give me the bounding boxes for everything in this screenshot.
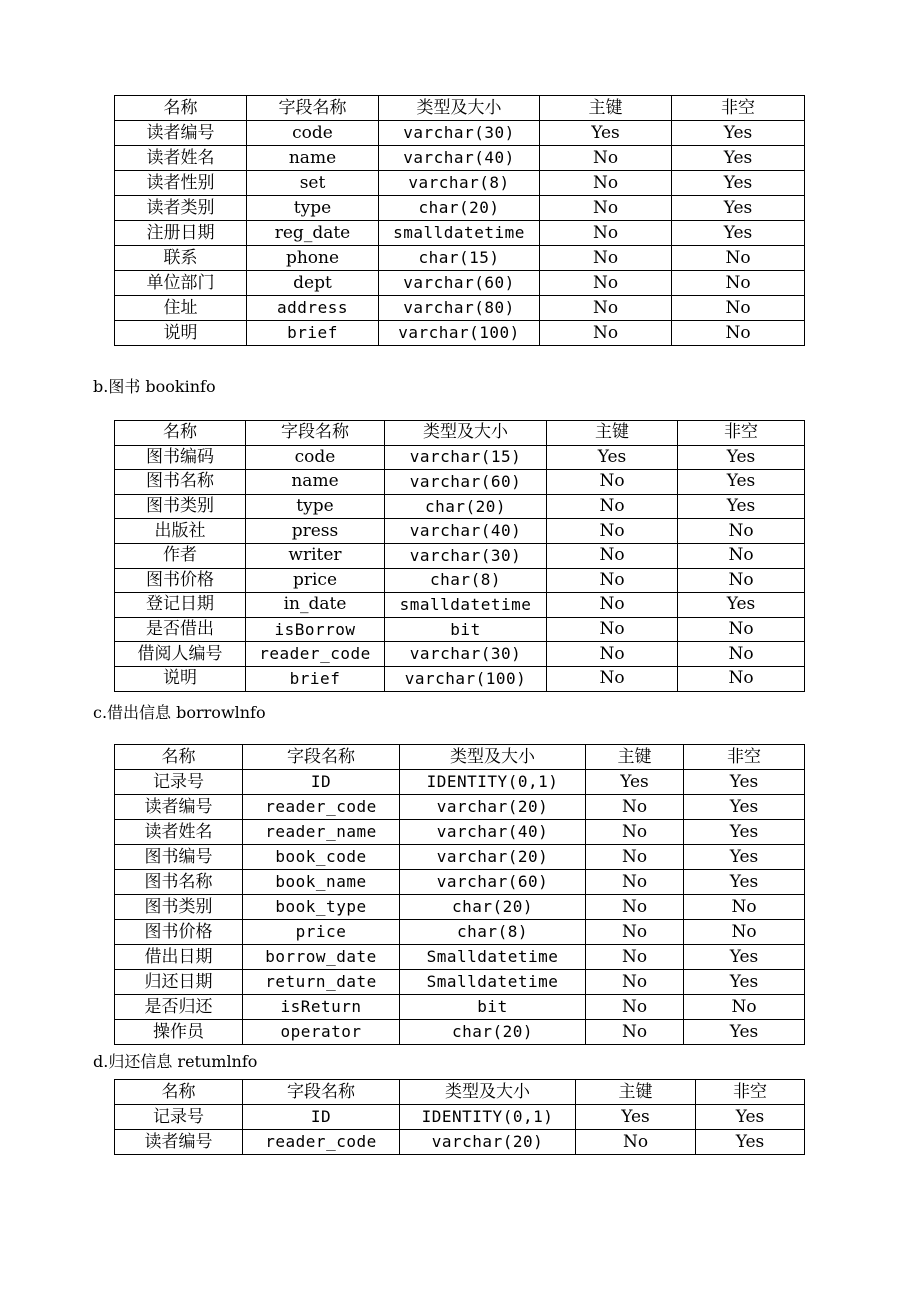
not-null-cell: No [678, 617, 805, 642]
book-info-table [114, 420, 805, 692]
type-cell: varchar(40) [385, 519, 547, 544]
type-cell: varchar(30) [379, 121, 540, 146]
type-cell: varchar(20) [400, 795, 586, 820]
name-cell: 读者编号 [115, 795, 243, 820]
type-cell: char(15) [379, 246, 540, 271]
not-null-cell: No [684, 920, 805, 945]
not-null-cell: No [678, 642, 805, 667]
table-row [115, 171, 805, 196]
primary-key-cell: No [586, 920, 684, 945]
not-null-cell: Yes [672, 196, 805, 221]
type-cell: IDENTITY(0,1) [400, 770, 586, 795]
primary-key-cell: No [547, 470, 678, 495]
name-cell: 读者性别 [115, 171, 247, 196]
field-cell: phone [247, 246, 379, 271]
table-row [115, 945, 805, 970]
type-cell: bit [385, 617, 547, 642]
table-row [115, 845, 805, 870]
table-row [115, 666, 805, 691]
name-cell: 读者类别 [115, 196, 247, 221]
type-cell: varchar(8) [379, 171, 540, 196]
header-cell: 字段名称 [243, 1080, 400, 1105]
type-cell: varchar(20) [400, 1130, 576, 1155]
primary-key-cell: No [547, 642, 678, 667]
not-null-cell: Yes [678, 494, 805, 519]
not-null-cell: Yes [678, 445, 805, 470]
name-cell: 归还日期 [115, 970, 243, 995]
header-cell: 非空 [684, 745, 805, 770]
primary-key-cell: No [547, 568, 678, 593]
primary-key-cell: No [586, 895, 684, 920]
not-null-cell: No [672, 246, 805, 271]
name-cell: 单位部门 [115, 271, 247, 296]
table-row [115, 543, 805, 568]
not-null-cell: Yes [684, 795, 805, 820]
not-null-cell: No [678, 519, 805, 544]
primary-key-cell: No [540, 221, 672, 246]
reader-info-table [114, 95, 805, 346]
header-cell: 名称 [115, 421, 246, 446]
header-cell: 非空 [672, 96, 805, 121]
not-null-cell: No [678, 543, 805, 568]
header-row [115, 1080, 805, 1105]
header-cell: 名称 [115, 745, 243, 770]
not-null-cell: Yes [684, 820, 805, 845]
field-cell: price [243, 920, 400, 945]
not-null-cell: Yes [672, 221, 805, 246]
not-null-cell: No [672, 271, 805, 296]
table-row [115, 617, 805, 642]
field-cell: press [246, 519, 385, 544]
field-cell: reader_code [243, 795, 400, 820]
name-cell: 借阅人编号 [115, 642, 246, 667]
table-row [115, 445, 805, 470]
name-cell: 说明 [115, 666, 246, 691]
table-row [115, 770, 805, 795]
type-cell: IDENTITY(0,1) [400, 1105, 576, 1130]
field-cell: writer [246, 543, 385, 568]
type-cell: char(20) [400, 895, 586, 920]
field-cell: name [247, 146, 379, 171]
table-row [115, 1130, 805, 1155]
table-row [115, 920, 805, 945]
not-null-cell: No [684, 995, 805, 1020]
not-null-cell: Yes [684, 1020, 805, 1045]
header-cell: 字段名称 [243, 745, 400, 770]
header-cell: 名称 [115, 96, 247, 121]
type-cell: varchar(100) [379, 321, 540, 346]
type-cell: Smalldatetime [400, 970, 586, 995]
name-cell: 注册日期 [115, 221, 247, 246]
name-cell: 图书名称 [115, 470, 246, 495]
table-row [115, 642, 805, 667]
type-cell: varchar(60) [385, 470, 547, 495]
not-null-cell: Yes [696, 1105, 805, 1130]
header-cell: 主键 [576, 1080, 696, 1105]
field-cell: type [246, 494, 385, 519]
name-cell: 登记日期 [115, 593, 246, 618]
table-row [115, 1020, 805, 1045]
primary-key-cell: No [547, 617, 678, 642]
name-cell: 读者姓名 [115, 820, 243, 845]
table-row [115, 296, 805, 321]
primary-key-cell: No [540, 196, 672, 221]
header-row [115, 96, 805, 121]
header-cell: 字段名称 [247, 96, 379, 121]
field-cell: type [247, 196, 379, 221]
table-row [115, 895, 805, 920]
table-row [115, 970, 805, 995]
type-cell: varchar(30) [385, 543, 547, 568]
primary-key-cell: No [547, 543, 678, 568]
not-null-cell: Yes [684, 970, 805, 995]
name-cell: 读者编号 [115, 1130, 243, 1155]
caption-borrowinfo: c.借出信息 borrowlnfo [93, 703, 266, 722]
primary-key-cell: Yes [547, 445, 678, 470]
table-row [115, 470, 805, 495]
primary-key-cell: No [540, 246, 672, 271]
not-null-cell: No [672, 321, 805, 346]
table-row [115, 795, 805, 820]
name-cell: 读者编号 [115, 121, 247, 146]
name-cell: 图书编码 [115, 445, 246, 470]
header-cell: 主键 [586, 745, 684, 770]
not-null-cell: Yes [684, 945, 805, 970]
header-cell: 类型及大小 [400, 745, 586, 770]
not-null-cell: Yes [678, 593, 805, 618]
caption-bookinfo: b.图书 bookinfo [93, 377, 216, 396]
not-null-cell: No [684, 895, 805, 920]
type-cell: smalldatetime [379, 221, 540, 246]
borrow-info-table [114, 744, 805, 1045]
field-cell: book_type [243, 895, 400, 920]
field-cell: brief [247, 321, 379, 346]
field-cell: reader_code [246, 642, 385, 667]
table-row [115, 870, 805, 895]
field-cell: ID [243, 770, 400, 795]
primary-key-cell: No [586, 845, 684, 870]
field-cell: name [246, 470, 385, 495]
type-cell: char(8) [400, 920, 586, 945]
name-cell: 图书类别 [115, 895, 243, 920]
type-cell: varchar(60) [379, 271, 540, 296]
primary-key-cell: No [576, 1130, 696, 1155]
name-cell: 住址 [115, 296, 247, 321]
primary-key-cell: No [586, 820, 684, 845]
name-cell: 记录号 [115, 1105, 243, 1130]
field-cell: price [246, 568, 385, 593]
field-cell: reader_code [243, 1130, 400, 1155]
type-cell: char(20) [385, 494, 547, 519]
primary-key-cell: No [547, 666, 678, 691]
field-cell: reader_name [243, 820, 400, 845]
primary-key-cell: No [547, 593, 678, 618]
type-cell: varchar(20) [400, 845, 586, 870]
field-cell: borrow_date [243, 945, 400, 970]
primary-key-cell: No [586, 870, 684, 895]
primary-key-cell: Yes [540, 121, 672, 146]
field-cell: return_date [243, 970, 400, 995]
field-cell: book_name [243, 870, 400, 895]
name-cell: 操作员 [115, 1020, 243, 1045]
name-cell: 图书类别 [115, 494, 246, 519]
table-row [115, 593, 805, 618]
field-cell: set [247, 171, 379, 196]
not-null-cell: No [678, 568, 805, 593]
primary-key-cell: No [586, 795, 684, 820]
type-cell: varchar(30) [385, 642, 547, 667]
table-row [115, 519, 805, 544]
header-cell: 主键 [540, 96, 672, 121]
header-cell: 类型及大小 [400, 1080, 576, 1105]
type-cell: char(20) [400, 1020, 586, 1045]
name-cell: 出版社 [115, 519, 246, 544]
header-cell: 字段名称 [246, 421, 385, 446]
field-cell: code [247, 121, 379, 146]
primary-key-cell: No [547, 519, 678, 544]
primary-key-cell: No [540, 271, 672, 296]
table-row [115, 494, 805, 519]
table-row [115, 995, 805, 1020]
not-null-cell: No [678, 666, 805, 691]
name-cell: 是否借出 [115, 617, 246, 642]
table-row [115, 820, 805, 845]
header-cell: 非空 [678, 421, 805, 446]
field-cell: reg_date [247, 221, 379, 246]
field-cell: code [246, 445, 385, 470]
name-cell: 作者 [115, 543, 246, 568]
name-cell: 图书价格 [115, 920, 243, 945]
table-row [115, 321, 805, 346]
primary-key-cell: No [540, 321, 672, 346]
type-cell: varchar(60) [400, 870, 586, 895]
caption-returninfo: d.归还信息 retumlnfo [93, 1052, 258, 1071]
primary-key-cell: No [586, 945, 684, 970]
name-cell: 说明 [115, 321, 247, 346]
return-info-table [114, 1079, 805, 1155]
name-cell: 图书名称 [115, 870, 243, 895]
header-cell: 名称 [115, 1080, 243, 1105]
field-cell: brief [246, 666, 385, 691]
not-null-cell: Yes [684, 845, 805, 870]
field-cell: ID [243, 1105, 400, 1130]
not-null-cell: Yes [696, 1130, 805, 1155]
field-cell: in_date [246, 593, 385, 618]
primary-key-cell: No [540, 171, 672, 196]
type-cell: varchar(40) [400, 820, 586, 845]
primary-key-cell: Yes [586, 770, 684, 795]
type-cell: char(8) [385, 568, 547, 593]
type-cell: Smalldatetime [400, 945, 586, 970]
type-cell: bit [400, 995, 586, 1020]
field-cell: operator [243, 1020, 400, 1045]
type-cell: varchar(15) [385, 445, 547, 470]
header-cell: 非空 [696, 1080, 805, 1105]
name-cell: 是否归还 [115, 995, 243, 1020]
type-cell: varchar(40) [379, 146, 540, 171]
field-cell: address [247, 296, 379, 321]
field-cell: book_code [243, 845, 400, 870]
table-row [115, 121, 805, 146]
table-row [115, 221, 805, 246]
primary-key-cell: No [586, 995, 684, 1020]
not-null-cell: Yes [684, 770, 805, 795]
name-cell: 记录号 [115, 770, 243, 795]
table-row [115, 1105, 805, 1130]
header-cell: 类型及大小 [385, 421, 547, 446]
table-row [115, 246, 805, 271]
not-null-cell: Yes [672, 146, 805, 171]
primary-key-cell: No [540, 146, 672, 171]
not-null-cell: No [672, 296, 805, 321]
header-row [115, 745, 805, 770]
header-cell: 主键 [547, 421, 678, 446]
table-row [115, 146, 805, 171]
name-cell: 图书编号 [115, 845, 243, 870]
table-row [115, 271, 805, 296]
primary-key-cell: No [540, 296, 672, 321]
primary-key-cell: Yes [576, 1105, 696, 1130]
type-cell: smalldatetime [385, 593, 547, 618]
primary-key-cell: No [586, 1020, 684, 1045]
field-cell: isBorrow [246, 617, 385, 642]
not-null-cell: Yes [684, 870, 805, 895]
field-cell: isReturn [243, 995, 400, 1020]
type-cell: varchar(100) [385, 666, 547, 691]
name-cell: 联系 [115, 246, 247, 271]
not-null-cell: Yes [672, 121, 805, 146]
name-cell: 借出日期 [115, 945, 243, 970]
header-cell: 类型及大小 [379, 96, 540, 121]
not-null-cell: Yes [678, 470, 805, 495]
name-cell: 读者姓名 [115, 146, 247, 171]
name-cell: 图书价格 [115, 568, 246, 593]
type-cell: char(20) [379, 196, 540, 221]
table-row [115, 568, 805, 593]
type-cell: varchar(80) [379, 296, 540, 321]
table-row [115, 196, 805, 221]
primary-key-cell: No [547, 494, 678, 519]
header-row [115, 421, 805, 446]
not-null-cell: Yes [672, 171, 805, 196]
field-cell: dept [247, 271, 379, 296]
primary-key-cell: No [586, 970, 684, 995]
